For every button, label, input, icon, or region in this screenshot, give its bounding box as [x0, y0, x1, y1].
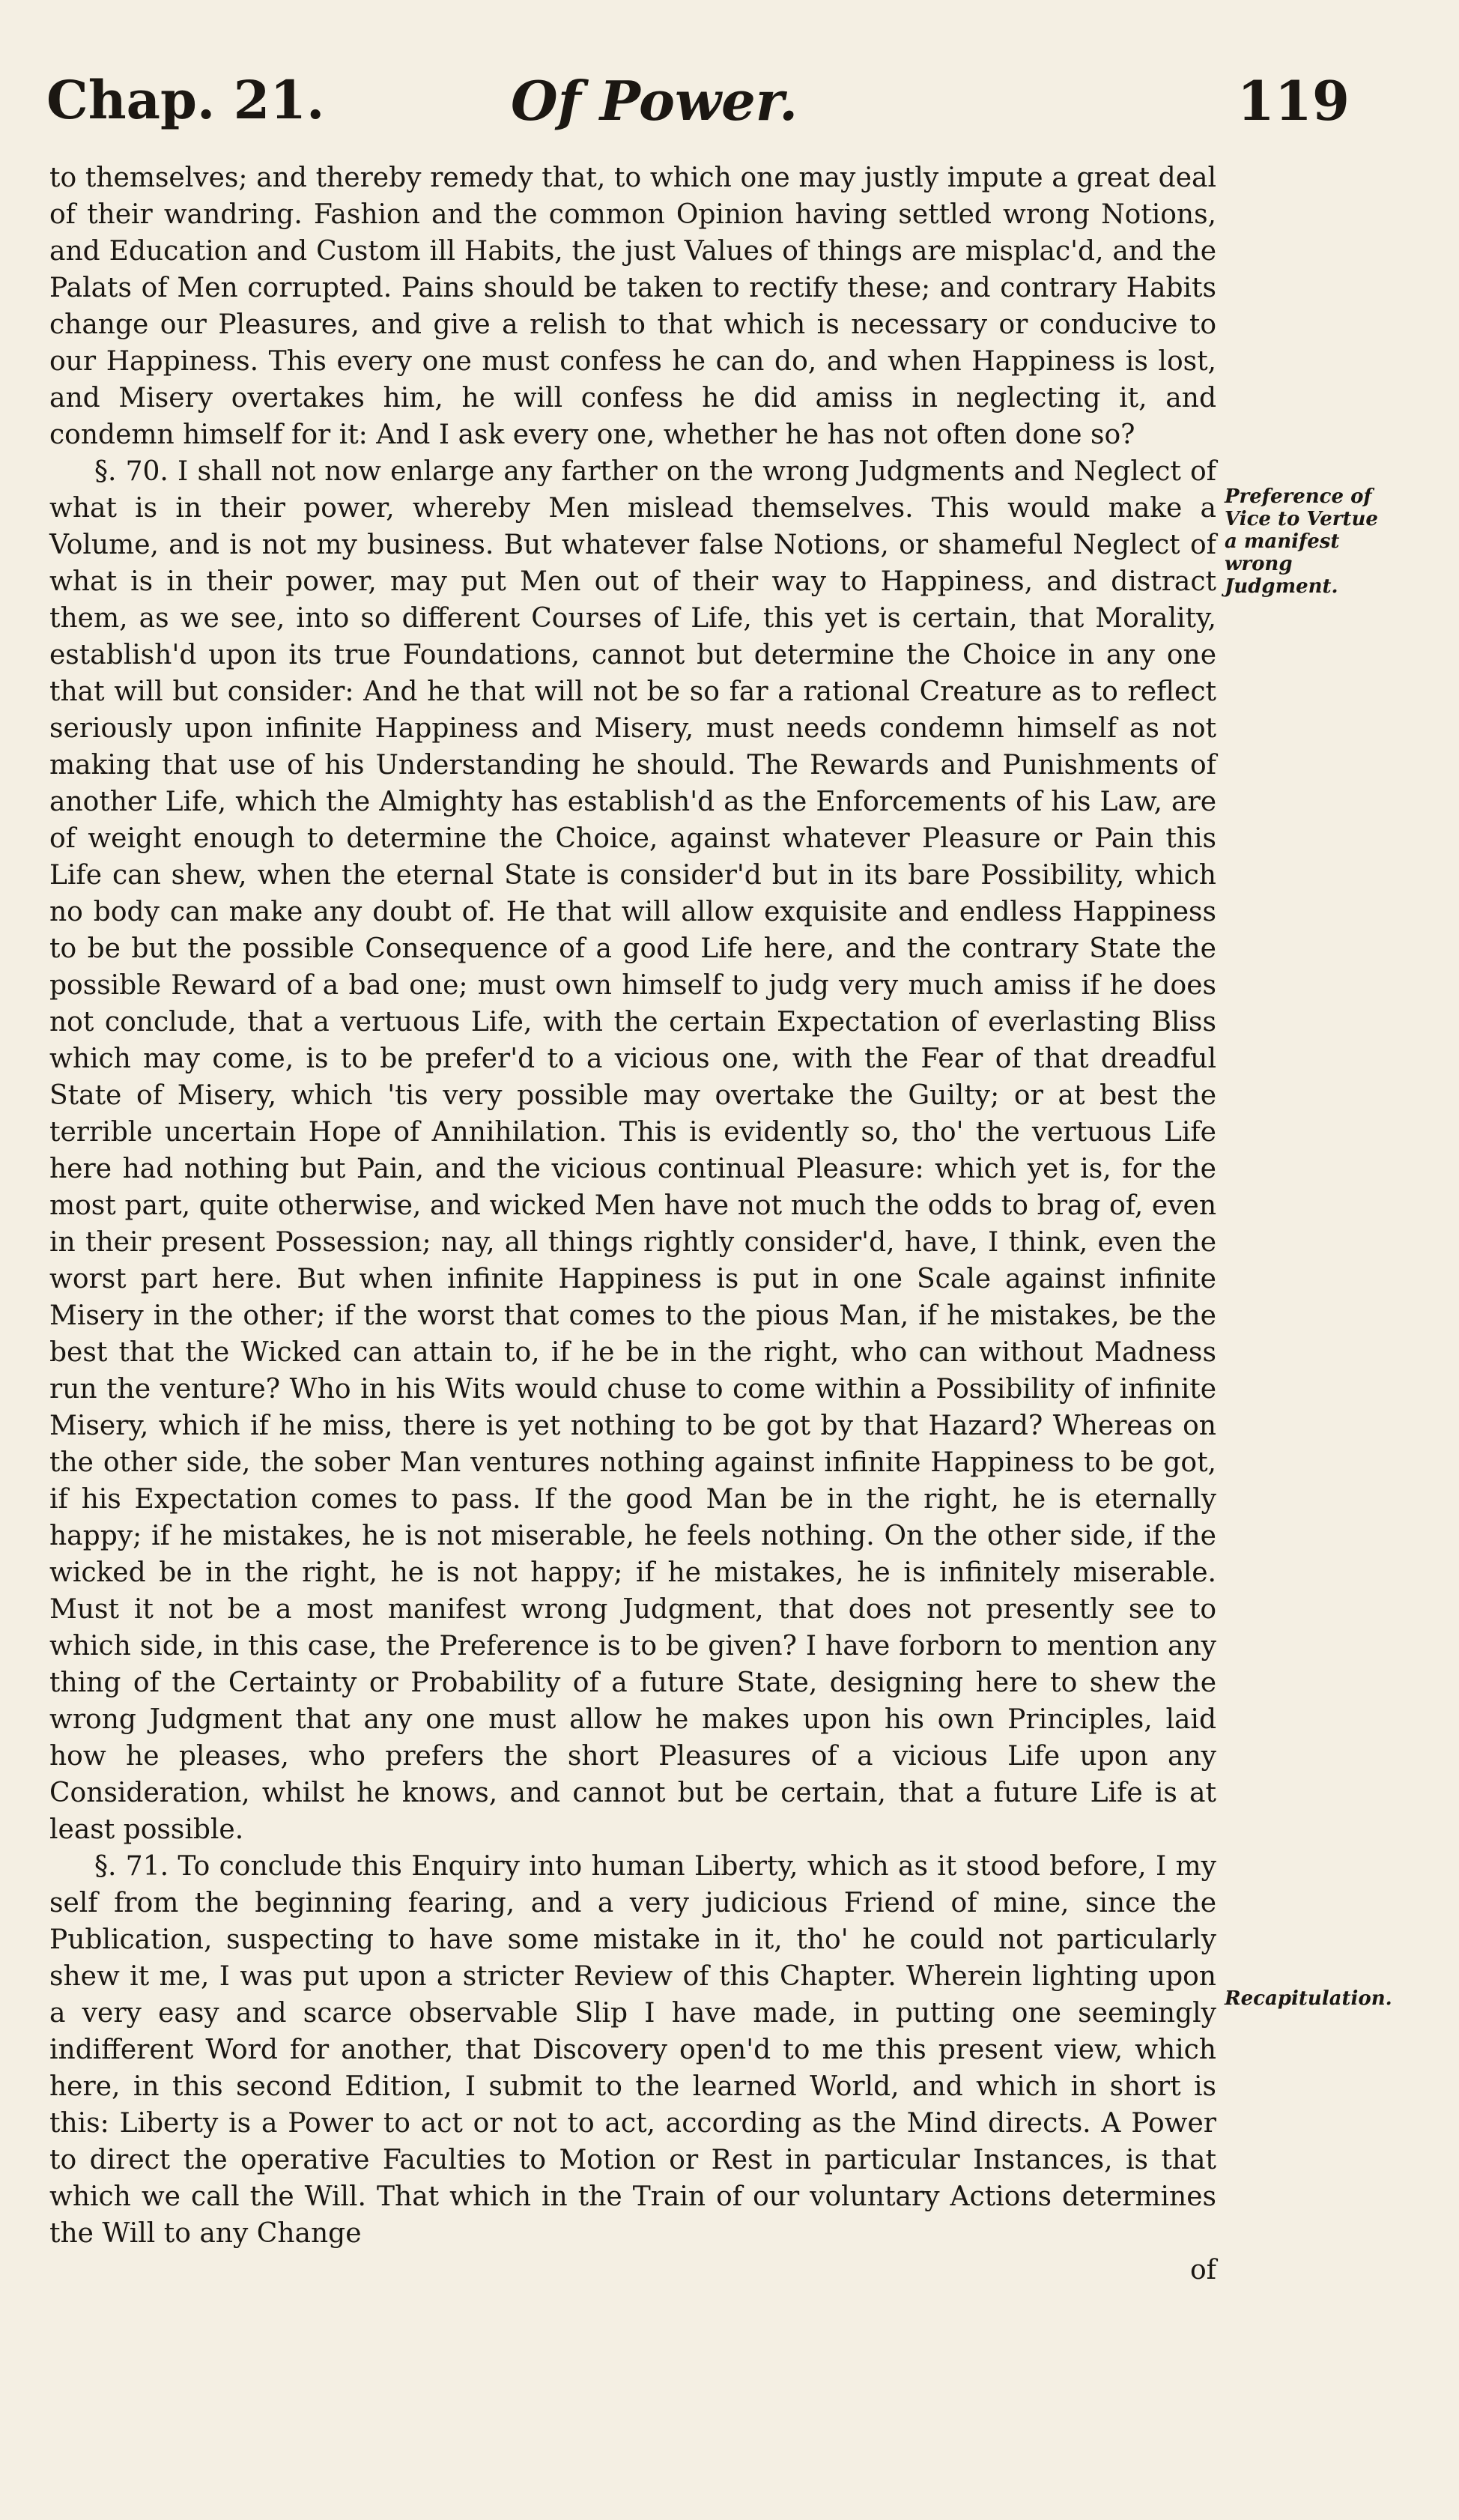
paragraph-section-71: §. 71. To conclude this Enquiry into human Liberty, which as it stood before, I my self from the beginning fearing, and a very judicious Friend of mine, since the Publication, suspecting to have some mistake in it, tho' he could not particularly shew it me, I was put upon a stricter Review of this Chapter. Wherein lighting upon a very easy and scarce observable Slip I have made, in putting one seemingly indifferent Word for another, that Discovery open'd to me this present view, which here, in this second Edition, I submit to the learned World, and which in short is this: Liberty is a Power to act or not to act, according as the Mind directs. A Power to direct the operative Faculties to Motion or Rest in particular Instances, is that which we call the Will. That which in the Train of our voluntary Actions determines the Will to any Change	[49, 1851, 1216, 2249]
catchword: of	[1190, 2255, 1216, 2286]
chapter-heading: Chap. 21.	[46, 69, 325, 131]
page-number: 119	[1237, 69, 1350, 133]
margin-note-recapitulation: Recapitulation.	[1225, 1987, 1392, 2010]
chapter-title: Of Power.	[511, 69, 798, 133]
paragraph-continuation: to themselves; and thereby remedy that, to which one may justly impute a great deal of their wandring. Fashion and the common Opinion having settled wrong Notions, and Education and Custom ill Habits, the just Values of things are misplac'd, and the Palats of Men corrupted. Pains should be taken to rectify these; and contrary Habits change our Pleasures, and give a relish to that which is necessary or conducive to our Happiness. This every one must confess he can do, and when Happiness is lost, and Misery overtakes him, he will confess he did amiss in neglecting it, and condemn himself for it: And I ask every one, whether he has not often done so?	[49, 163, 1216, 450]
running-head	[46, 69, 1350, 151]
margin-note-preference: Preference of Vice to Vertue a manifest wrong Judgment.	[1225, 485, 1378, 598]
paragraph-section-70: §. 70. I shall not now enlarge any farther on the wrong Judgments and Neglect of what is in their power, whereby Men mislead themselves. This would make a Volume, and is not my business. But whatever false Notions, or shameful Neglect of what is in their power, may put Men out of their way to Happiness, and distract them, as we see, into so different Courses of Life, this yet is certain, that Morality, establish'd upon its true Foundations, cannot but determine the Choice in any one that will but consider: And he that will not be so far a rational Creature as to reflect seriously upon infinite Happiness and Misery, must needs condemn himself as not making that use of his Understanding he should. The Rewards and Punishments of another Life, which the Almighty has establish'd as the Enforcements of his Law, are of weight enough to determine the Choice, against whatever Pleasure or Pain this Life can shew, when the eternal State is consider'd but in its bare Possibility, which no body can make any doubt of. He that will allow exquisite and endless Happiness to be but the possible Consequence of a good Life here, and the contrary State the possible Reward of a bad one; must own himself to judg very much amiss if he does not conclude, that a vertuous Life, with the certain Expectation of everlasting Bliss which may come, is to be prefer'd to a vicious one, with the Fear of that dreadful State of Misery, which 'tis very possible may overtake the Guilty; or at best the terrible uncertain Hope of Annihilation. This is evidently so, tho' the vertuous Life here had nothing but Pain, and the vicious continual Pleasure: which yet is, for the most part, quite otherwise, and wicked Men have not much the odds to brag of, even in their present Possession; nay, all things rightly consider'd, have, I think, even the worst part here. But when infinite Happiness is put in one Scale against infinite Misery in the other; if the worst that comes to the pious Man, if he mistakes, be the best that the Wicked can attain to, if he be in the right, who can without Madness run the venture? Who in his Wits would chuse to come within a Possibility of infinite Misery, which if he miss, there is yet nothing to be got by that Hazard? Whereas on the other side, the sober Man ventures nothing against infinite Happiness to be got, if his Expectation comes to pass. If the good Man be in the right, he is eternally happy; if he mistakes, he is not miserable, he feels nothing. On the other side, if the wicked be in the right, he is not happy; if he mistakes, he is infinitely miserable. Must it not be a most manifest wrong Judgment, that does not presently see to which side, in this case, the Preference is to be given? I have forborn to mention any thing of the Certainty or Probability of a future State, designing here to shew the wrong Judgment that any one must allow he makes upon his own Principles, laid how he pleases, who prefers the short Pleasures of a vicious Life upon any Consideration, whilst he knows, and cannot but be certain, that a future Life is at least possible.	[49, 456, 1216, 1845]
body-text	[49, 160, 1216, 2289]
